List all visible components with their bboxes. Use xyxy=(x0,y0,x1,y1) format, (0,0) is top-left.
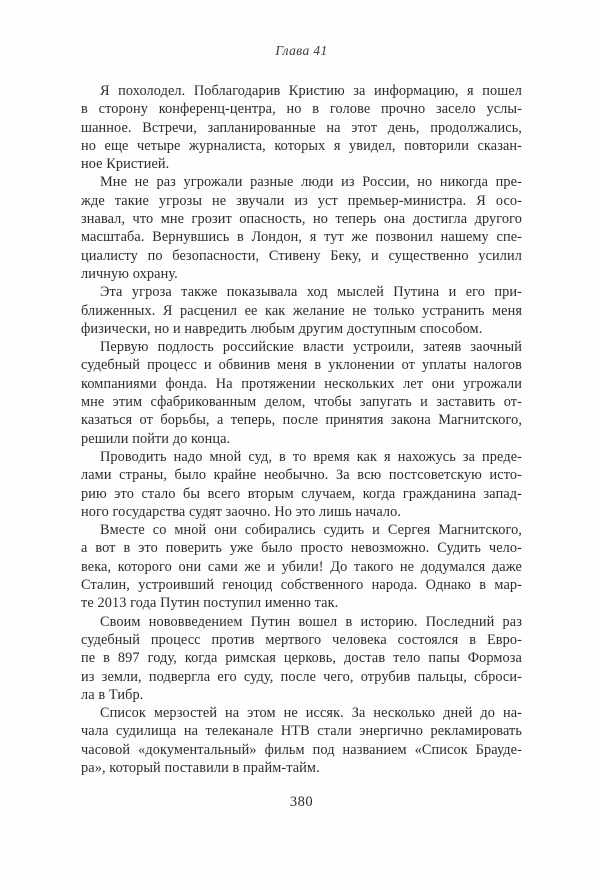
text-line: физически, но и навредить любым другим доступным способом. xyxy=(81,320,483,337)
text-line: века, которого они сами же и убили! До такого не додумался даже xyxy=(81,558,522,575)
text-line: Вместе со мной они собирались судить и Сергея Магнитского, xyxy=(100,522,522,539)
text-line: решили пойти до конца. xyxy=(81,430,231,447)
page-number: 380 xyxy=(289,794,314,810)
text-line: в сторону конференц-центра, но в голове прочно засело услы- xyxy=(81,101,522,118)
running-head: Глава 41 xyxy=(275,43,328,58)
text-line: те 2013 года Путин поступил именно так. xyxy=(81,595,339,612)
text-line: судебный процесс и обвинив меня в уклонении от уплаты налогов xyxy=(81,357,522,374)
text-line: а вот в это поверить уже было просто невозможно. Судить чело- xyxy=(81,540,522,557)
text-line: ра», который поставили в прайм-тайм. xyxy=(81,759,320,776)
text-line: но еще четыре журналиста, которых я увидел, повторили сказан- xyxy=(81,137,522,154)
text-line: Эта угроза также показывала ход мыслей Путина и его при- xyxy=(100,284,522,301)
text-line: ла в Тибр. xyxy=(81,686,144,703)
text-line: жде такие угрозы не звучали из уст премьер-министра. Я осо- xyxy=(81,192,522,209)
text-line: рию это стало бы всего вторым случаем, когда гражданина запад- xyxy=(81,485,522,502)
text-line: мне этим сфабрикованным делом, чтобы запугать и заставить от- xyxy=(81,394,522,411)
page-body-text xyxy=(81,82,522,777)
text-line: циалисту по безопасности, Стивену Беку, и существенно усилил xyxy=(81,247,522,264)
text-line: Своим нововведением Путин вошел в историю. Последний раз xyxy=(100,613,522,630)
text-line: Мне не раз угрожали разные люди из России, но никогда пре- xyxy=(100,174,522,191)
text-line: судебный процесс против мертвого человека состоялся в Евро- xyxy=(81,631,522,648)
text-line: ное Кристией. xyxy=(81,156,170,173)
text-line: из земли, подвергла его суду, после чего, отрубив пальцы, сброси- xyxy=(81,668,522,685)
text-line: пе в 897 году, когда римская церковь, достав тело папы Формоза xyxy=(81,650,522,667)
text-line: Проводить надо мной суд, в то время как я нахожусь за преде- xyxy=(100,448,522,465)
text-line: часовой «документальный» фильм под названием «Список Брауде- xyxy=(81,741,522,758)
text-line: Список мерзостей на этом не иссяк. За несколько дней до на- xyxy=(100,705,522,722)
text-line: Я похолодел. Поблагодарив Кристию за информацию, я пошел xyxy=(100,83,522,99)
text-line: чала судилища на телеканале НТВ стали энергично рекламировать xyxy=(81,723,522,740)
text-line: казаться от борьбы, а теперь, после принятия закона Магнитского, xyxy=(81,412,522,429)
text-line: Первую подлость российские власти устроили, затеяв заочный xyxy=(100,339,522,356)
text-line: знавал, что мне грозит опасность, но теперь она достигла другого xyxy=(81,211,522,228)
text-line: личную охрану. xyxy=(81,265,178,282)
text-line: ного государства судят заочно. Но это лишь начало. xyxy=(81,503,402,520)
text-line: масштаба. Вернувшись в Лондон, я тут же позвонил нашему спе- xyxy=(81,229,522,246)
text-line: лами страны, было крайне необычно. За всю постсоветскую исто- xyxy=(81,467,522,484)
text-line: Сталин, устроивший геноцид собственного народа. Однако в мар- xyxy=(81,577,522,594)
text-line: ближенных. Я расценил ее как желание не только устранить меня xyxy=(81,302,522,319)
text-line: шанное. Встречи, запланированные на этот день, продолжались, xyxy=(81,119,522,136)
text-line: компаниями фонда. На протяжении нескольких лет они угрожали xyxy=(81,375,522,392)
